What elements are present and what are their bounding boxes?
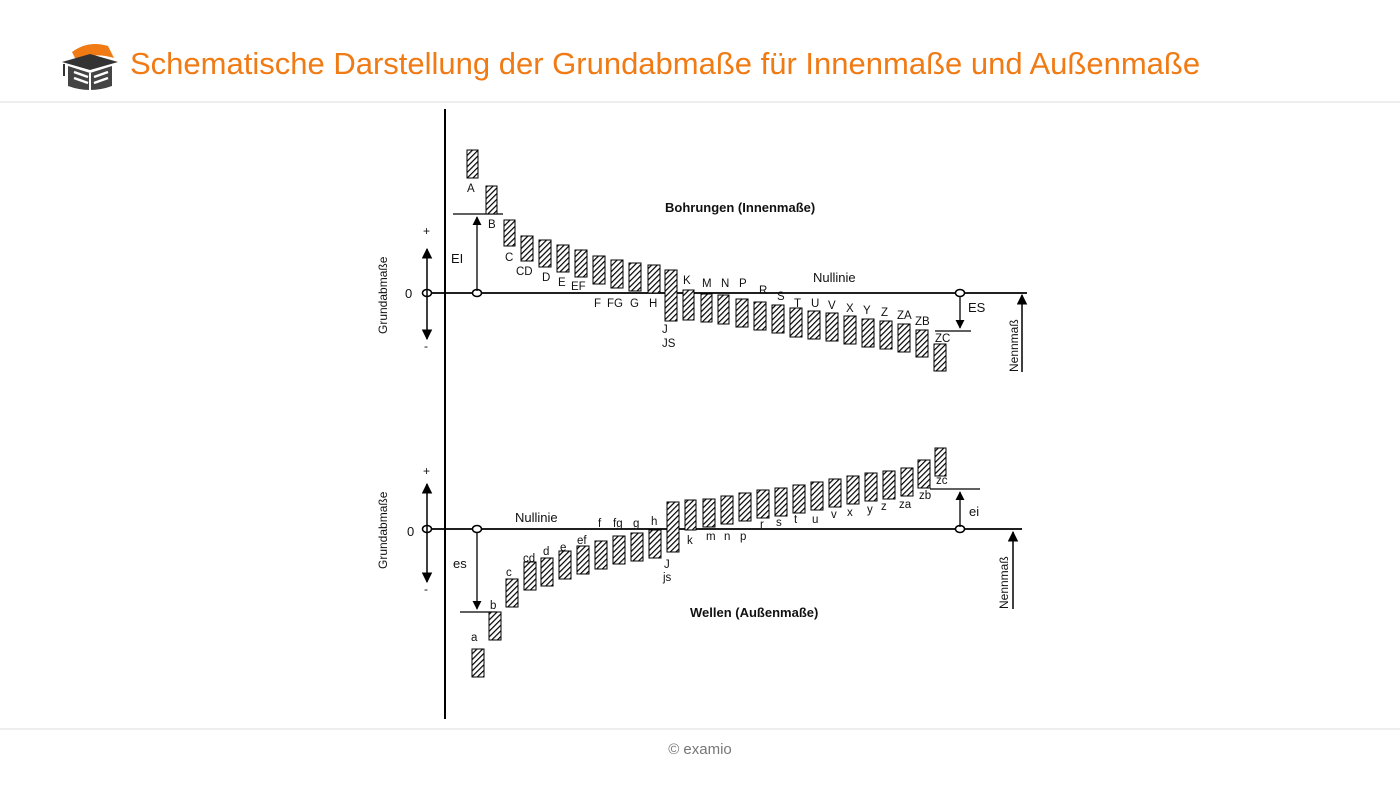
bottom-axis-zero: 0 xyxy=(407,524,415,539)
letter-g: g xyxy=(633,518,640,530)
letter-f: f xyxy=(598,518,602,530)
letter-P: P xyxy=(739,278,747,290)
letter-ZA: ZA xyxy=(897,310,912,322)
bottom-zero-line xyxy=(423,526,1023,533)
bar-za xyxy=(901,468,913,496)
letter-FG: FG xyxy=(607,298,623,310)
letter-Y: Y xyxy=(863,305,871,317)
letter-G: G xyxy=(630,298,639,310)
bar-a xyxy=(472,649,484,677)
bar-b xyxy=(489,612,501,640)
bar-c xyxy=(506,579,518,607)
bar-J xyxy=(667,502,679,552)
top-zero-line-label: Nullinie xyxy=(813,270,856,285)
bar-zc xyxy=(935,448,946,476)
bar-s xyxy=(775,488,787,516)
bar-h xyxy=(649,530,661,558)
bar-u xyxy=(811,482,823,510)
top-axis-zero: 0 xyxy=(405,286,413,301)
bar-v xyxy=(829,479,841,507)
bar-B xyxy=(486,186,497,214)
header xyxy=(0,0,1400,103)
letter-JS: JS xyxy=(662,338,676,350)
bar-N xyxy=(718,295,729,324)
top-axis-plus: + xyxy=(423,224,431,238)
letter-b: b xyxy=(490,600,497,612)
bar-x xyxy=(847,476,859,504)
letter-M: M xyxy=(702,278,712,290)
bar-EF xyxy=(575,250,587,277)
bar-z xyxy=(883,471,895,499)
letter-S: S xyxy=(777,291,785,303)
letter-K: K xyxy=(683,275,691,287)
letter-U: U xyxy=(811,298,820,310)
bar-M xyxy=(701,294,712,322)
bar-FG xyxy=(611,260,623,288)
letter-A: A xyxy=(467,183,475,195)
bottom-axis-label: Grundabmaße xyxy=(376,491,390,569)
bar-k xyxy=(685,500,696,530)
letter-zc: zc xyxy=(936,475,948,487)
letter-n: n xyxy=(724,531,731,543)
bar-fg xyxy=(613,536,625,564)
letter-C: C xyxy=(505,252,514,264)
top-ei-label: EI xyxy=(451,251,464,266)
bottom-zero-line-label: Nullinie xyxy=(515,510,558,525)
bottom-axis-minus: - xyxy=(424,582,428,596)
letter-X: X xyxy=(846,303,854,315)
page-title: Schematische Darstellung der Grundabmaße für Innenmaße und Außenmaße xyxy=(130,46,1201,81)
letter-za: za xyxy=(899,499,912,511)
bar-e xyxy=(559,551,571,579)
bottom-es-label: es xyxy=(453,556,467,571)
letter-s: s xyxy=(776,517,782,529)
letter-c: c xyxy=(506,567,512,579)
letter-F: F xyxy=(594,298,602,310)
letter-x: x xyxy=(847,507,853,519)
bar-J xyxy=(665,270,677,321)
letter-B: B xyxy=(488,219,496,231)
letter-N: N xyxy=(721,278,730,290)
bottom-title: Wellen (Außenmaße) xyxy=(690,605,819,620)
letter-js: js xyxy=(663,572,672,584)
top-axis-minus: - xyxy=(424,339,428,353)
bar-R xyxy=(754,302,766,330)
bar-G xyxy=(629,263,641,291)
letter-EF: EF xyxy=(571,281,586,293)
bottom-bars xyxy=(472,448,946,677)
bar-ZA xyxy=(898,324,910,352)
footer-copyright: © examio xyxy=(668,741,732,758)
letter-CD: CD xyxy=(516,266,533,278)
footer-divider xyxy=(0,728,1400,730)
top-es-label: ES xyxy=(968,300,986,315)
bar-E xyxy=(557,245,569,272)
bar-f xyxy=(595,541,607,569)
bar-V xyxy=(826,313,838,341)
bottom-axis-plus: + xyxy=(423,464,431,478)
letter-Z: Z xyxy=(881,307,889,319)
top-nominal-label: Nennmaß xyxy=(1007,319,1021,372)
letter-y: y xyxy=(867,504,873,516)
bar-X xyxy=(844,316,856,344)
letter-v: v xyxy=(831,509,837,521)
bar-ZB xyxy=(916,330,928,357)
bar-ef xyxy=(577,546,589,574)
tolerance-diagram xyxy=(365,104,1045,726)
bar-P xyxy=(736,299,748,327)
letter-t: t xyxy=(794,514,798,526)
letter-ef: ef xyxy=(577,535,587,547)
bar-U xyxy=(808,311,820,339)
bar-g xyxy=(631,533,643,561)
bar-n xyxy=(721,496,733,524)
bar-K xyxy=(683,290,694,320)
top-title: Bohrungen (Innenmaße) xyxy=(665,200,816,215)
bar-d xyxy=(541,558,553,586)
bar-H xyxy=(648,265,660,293)
bottom-ei-label: ei xyxy=(969,504,980,519)
letter-a: a xyxy=(471,632,478,644)
letter-d: d xyxy=(543,546,550,558)
bar-p xyxy=(739,493,751,521)
letter-T: T xyxy=(794,298,802,310)
letter-J: J xyxy=(662,324,668,336)
letter-J-bottom: J xyxy=(664,559,670,571)
bar-Z xyxy=(880,321,892,349)
bar-C xyxy=(504,220,515,246)
letter-H: H xyxy=(649,298,658,310)
letter-fg: fg xyxy=(613,518,623,530)
letter-R: R xyxy=(759,285,768,297)
bar-T xyxy=(790,308,802,337)
letter-cd: cd xyxy=(523,553,536,565)
graduation-cap-book-icon xyxy=(58,40,120,94)
bottom-nominal-label: Nennmaß xyxy=(997,556,1011,609)
letter-h: h xyxy=(651,516,658,528)
letter-e: e xyxy=(560,542,567,554)
top-bars xyxy=(467,150,946,371)
letter-V: V xyxy=(828,300,836,312)
bar-F xyxy=(593,256,605,284)
letter-z: z xyxy=(881,501,887,513)
bar-m xyxy=(703,499,715,527)
letter-D: D xyxy=(542,272,551,284)
top-axis-label: Grundabmaße xyxy=(376,256,390,334)
bar-zb xyxy=(918,460,930,488)
letter-p: p xyxy=(740,531,747,543)
letter-E: E xyxy=(558,277,566,289)
letter-m: m xyxy=(706,531,716,543)
bar-ZC xyxy=(934,344,946,371)
letter-ZB: ZB xyxy=(915,316,930,328)
bar-S xyxy=(772,305,784,333)
bar-r xyxy=(757,490,769,518)
letter-k: k xyxy=(687,535,693,547)
bar-cd xyxy=(524,562,536,590)
bar-Y xyxy=(862,319,874,347)
letter-r: r xyxy=(760,519,764,531)
bar-D xyxy=(539,240,551,267)
bar-t xyxy=(793,485,805,513)
letter-u: u xyxy=(812,514,819,526)
bar-y xyxy=(865,473,877,501)
bar-A xyxy=(467,150,478,178)
bar-CD xyxy=(521,236,533,261)
letter-ZC: ZC xyxy=(935,333,951,345)
letter-zb: zb xyxy=(919,490,932,502)
